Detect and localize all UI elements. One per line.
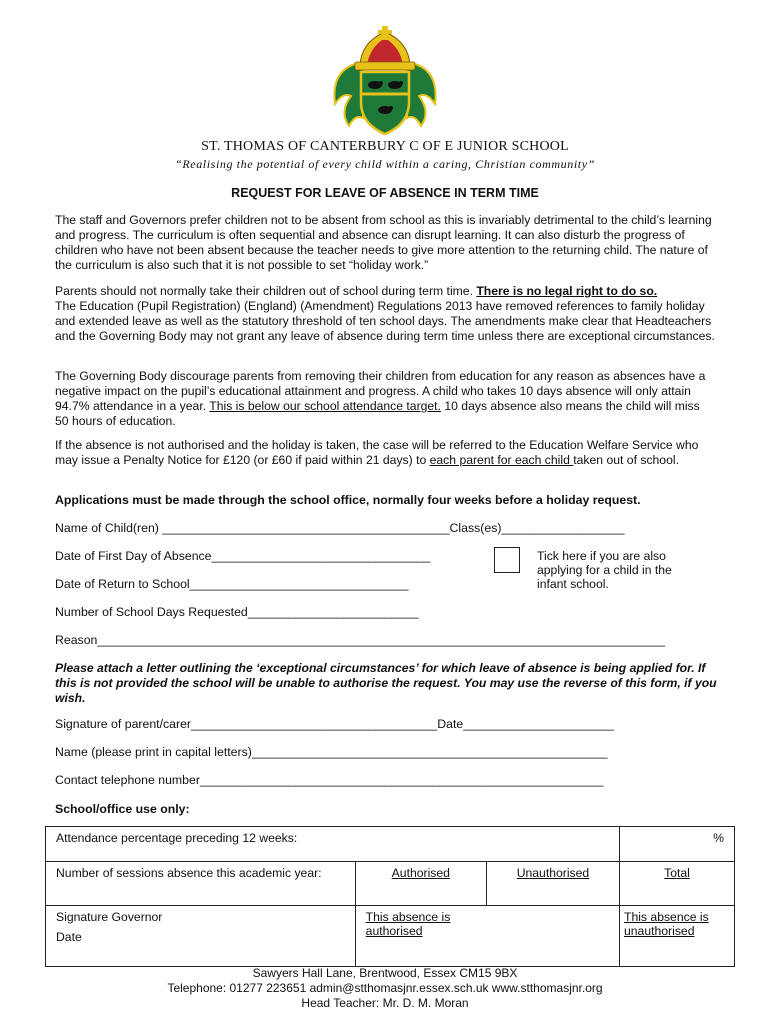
attendance-row	[46, 827, 735, 862]
parent-signature-field[interactable]	[55, 717, 614, 731]
governing-body-end: 10 days absence also means the child will miss 50 hours of education.	[55, 399, 700, 428]
child-name-field[interactable]	[55, 521, 625, 535]
governing-body-start: The Governing Body discourage parents from removing their children from education for any reason as absences have a negative impact on the pupil’s educational attainment and progress. A child who takes 10 days absence will only attain 94.7% attendance in a year.	[55, 369, 706, 413]
sessions-row	[46, 862, 735, 906]
signature-governor-label: Signature Governor	[56, 910, 163, 924]
each-parent-note: each parent for each child	[429, 453, 574, 467]
first-day-field[interactable]: Date of First Day of Absence________________________________	[55, 549, 431, 563]
parent-signature-label: Signature of parent/carer____________________________________	[55, 717, 438, 731]
unauthorised-cell[interactable]: Unauthorised	[486, 862, 619, 906]
absence-authorised-cell[interactable]	[355, 906, 619, 967]
penalty-end: taken out of school.	[573, 453, 679, 467]
attendance-target-note: This is below our school attendance target.	[209, 399, 441, 413]
child-name-label: Name of Child(ren) __________________________________________	[55, 521, 450, 535]
office-use-heading: School/office use only:	[55, 802, 190, 816]
penalty-paragraph	[55, 438, 715, 468]
governor-cell[interactable]	[46, 906, 356, 967]
sessions-label: Number of sessions absence this academic year:	[46, 862, 356, 906]
no-legal-right-emphasis: There is no legal right to do so.	[476, 284, 658, 298]
absence-unauthorised-cell[interactable]	[620, 906, 735, 967]
total-cell[interactable]: Total	[620, 862, 735, 906]
attendance-label: Attendance percentage preceding 12 weeks:	[46, 827, 620, 862]
footer-contact: Telephone: 01277 223651 admin@stthomasjnr.essex.sch.uk www.stthomasjnr.org	[167, 981, 603, 995]
school-name: ST. THOMAS OF CANTERBURY C OF E JUNIOR SCHOOL	[201, 139, 569, 154]
governing-body-paragraph	[55, 369, 715, 429]
attach-letter-note: Please attach a letter outlining the ‘exceptional circumstances’ for which leave of absence is being applied for. If this is not provided the school will be unable to authorise the request. You may use the reverse of this form, if you wish.	[55, 661, 717, 705]
governor-date-label: Date	[56, 930, 82, 944]
form-title: REQUEST FOR LEAVE OF ABSENCE IN TERM TIME	[231, 186, 539, 200]
applications-note: Applications must be made through the school office, normally four weeks before a holiday request.	[55, 493, 641, 507]
penalty-start: If the absence is not authorised and the holiday is taken, the case will be referred to the Education Welfare Service who may issue a Penalty Notice for £120 (or £60 if paid within 21 days) to	[55, 438, 699, 467]
contact-phone-field[interactable]: Contact telephone number___________________________________________________________	[55, 773, 604, 787]
infant-school-checkbox[interactable]	[494, 547, 520, 573]
legal-paragraph	[55, 284, 715, 344]
absence-unauthorised-label: This absence is unauthorised	[624, 910, 709, 938]
classes-field[interactable]: Class(es)__________________	[449, 521, 625, 535]
school-motto: “Realising the potential of every child within a caring, Christian community”	[175, 157, 595, 171]
footer	[0, 966, 770, 1011]
print-name-field[interactable]: Name (please print in capital letters)____________________________________________________	[55, 745, 608, 759]
legal-paragraph-start: Parents should not normally take their children out of school during term time.	[55, 284, 477, 298]
absence-authorised-label: This absence is authorised	[365, 910, 451, 938]
legal-paragraph-rest: The Education (Pupil Registration) (England) (Amendment) Regulations 2013 have removed references to family holiday and extended leave as well as the statutory threshold of ten school days. The amendments make clear that Headteachers and the Governing Body may not grant any leave of absence during term time unless there are exceptional circumstances.	[55, 299, 715, 343]
return-date-field[interactable]: Date of Return to School________________________________	[55, 577, 409, 591]
governor-row	[46, 906, 735, 967]
footer-address: Sawyers Hall Lane, Brentwood, Essex CM15 9BX	[252, 966, 518, 980]
office-use-table	[45, 826, 735, 967]
signature-date-field[interactable]: Date______________________	[437, 717, 614, 731]
days-requested-field[interactable]: Number of School Days Requested_________________________	[55, 605, 419, 619]
infant-school-checkbox-label: Tick here if you are also applying for a child in the infant school.	[537, 549, 672, 591]
footer-head-teacher: Head Teacher: Mr. D. M. Moran	[301, 996, 469, 1010]
intro-paragraph: The staff and Governors prefer children not to be absent from school as this is invariably detrimental to the child’s learning and progress. The curriculum is often sequential and absence can disrupt learning. It can also disturb the progress of children who have not been absent because the teacher needs to give more attention to the returning child. The nature of the curriculum is also such that it is not possible to set “holiday work.”	[55, 213, 712, 272]
reason-field[interactable]: Reason___________________________________________________________________________________	[55, 633, 666, 647]
attendance-percent-cell[interactable]: %	[620, 827, 735, 862]
school-crest-icon	[325, 22, 445, 140]
authorised-cell[interactable]: Authorised	[355, 862, 486, 906]
